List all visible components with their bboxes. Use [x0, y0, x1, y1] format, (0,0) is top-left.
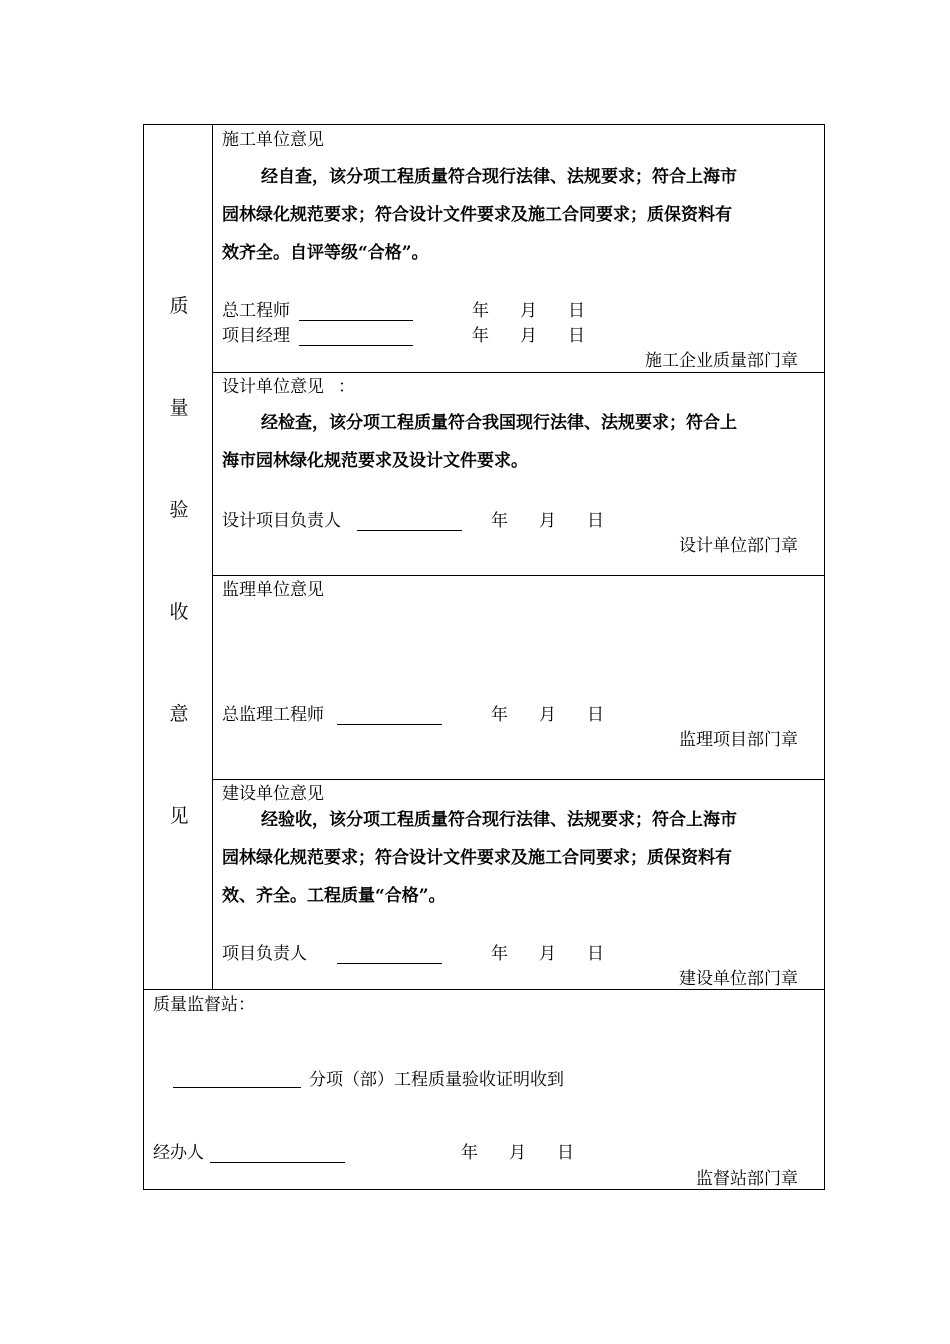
side-label-char: 质 — [169, 295, 189, 317]
month-label: 月 — [539, 705, 556, 725]
side-label-char: 收 — [169, 601, 189, 623]
side-label-char: 意 — [169, 703, 189, 725]
day-label: 日 — [568, 326, 585, 346]
design-heading: 设计单位意见 — [222, 377, 324, 397]
chief-supervisor-label: 总监理工程师 — [222, 705, 324, 725]
design-lead-signature-line[interactable] — [357, 530, 462, 531]
day-label: 日 — [587, 944, 604, 964]
owner-text-line: 经验收，该分项工程质量符合现行法律、法规要求；符合上海市 — [261, 810, 737, 830]
acceptance-form — [143, 124, 825, 1190]
section-divider — [212, 779, 825, 780]
day-label: 日 — [587, 705, 604, 725]
construction-heading: 施工单位意见 — [222, 130, 324, 150]
year-label: 年 — [491, 944, 508, 964]
side-label-char: 验 — [169, 499, 189, 521]
station-seal-label: 监督站部门章 — [696, 1169, 798, 1189]
design-seal-label: 设计单位部门章 — [679, 536, 798, 556]
year-label: 年 — [491, 511, 508, 531]
month-label: 月 — [520, 326, 537, 346]
project-name-blank-line[interactable] — [173, 1087, 301, 1088]
construction-text-line: 效齐全。自评等级“合格”。 — [222, 243, 429, 263]
month-label: 月 — [539, 944, 556, 964]
section-divider — [212, 575, 825, 576]
day-label: 日 — [587, 511, 604, 531]
month-label: 月 — [520, 301, 537, 321]
year-label: 年 — [472, 301, 489, 321]
handler-label: 经办人 — [153, 1143, 204, 1163]
side-label-char: 见 — [169, 805, 189, 827]
design-lead-label: 设计项目负责人 — [222, 511, 341, 531]
month-label: 月 — [539, 511, 556, 531]
construction-text-line: 经自查，该分项工程质量符合现行法律、法规要求；符合上海市 — [261, 167, 737, 187]
design-heading-colon: ： — [338, 377, 355, 397]
chief-engineer-label: 总工程师 — [222, 301, 290, 321]
chief-engineer-signature-line[interactable] — [299, 320, 413, 321]
year-label: 年 — [491, 705, 508, 725]
owner-text-line: 效、齐全。工程质量“合格”。 — [222, 886, 446, 906]
month-label: 月 — [509, 1143, 526, 1163]
owner-lead-signature-line[interactable] — [337, 963, 442, 964]
side-label-char: 量 — [169, 397, 189, 419]
day-label: 日 — [557, 1143, 574, 1163]
owner-lead-label: 项目负责人 — [222, 944, 307, 964]
owner-seal-label: 建设单位部门章 — [679, 969, 798, 989]
owner-heading: 建设单位意见 — [222, 784, 324, 804]
design-text-line: 海市园林绿化规范要求及设计文件要求。 — [222, 451, 528, 471]
supervision-seal-label: 监理项目部门章 — [679, 730, 798, 750]
station-heading: 质量监督站： — [153, 995, 255, 1015]
project-manager-label: 项目经理 — [222, 326, 290, 346]
receipt-text: 分项（部）工程质量验收证明收到 — [309, 1070, 564, 1090]
year-label: 年 — [461, 1143, 478, 1163]
construction-text-line: 园林绿化规范要求；符合设计文件要求及施工合同要求；质保资料有 — [222, 205, 732, 225]
day-label: 日 — [568, 301, 585, 321]
supervision-heading: 监理单位意见 — [222, 580, 324, 600]
section-divider — [212, 372, 825, 373]
design-text-line: 经检查，该分项工程质量符合我国现行法律、法规要求；符合上 — [261, 413, 737, 433]
handler-signature-line[interactable] — [210, 1162, 345, 1163]
construction-seal-label: 施工企业质量部门章 — [645, 351, 798, 371]
owner-text-line: 园林绿化规范要求；符合设计文件要求及施工合同要求；质保资料有 — [222, 848, 732, 868]
chief-supervisor-signature-line[interactable] — [337, 724, 442, 725]
year-label: 年 — [472, 326, 489, 346]
project-manager-signature-line[interactable] — [299, 345, 413, 346]
side-column-divider — [212, 125, 213, 990]
